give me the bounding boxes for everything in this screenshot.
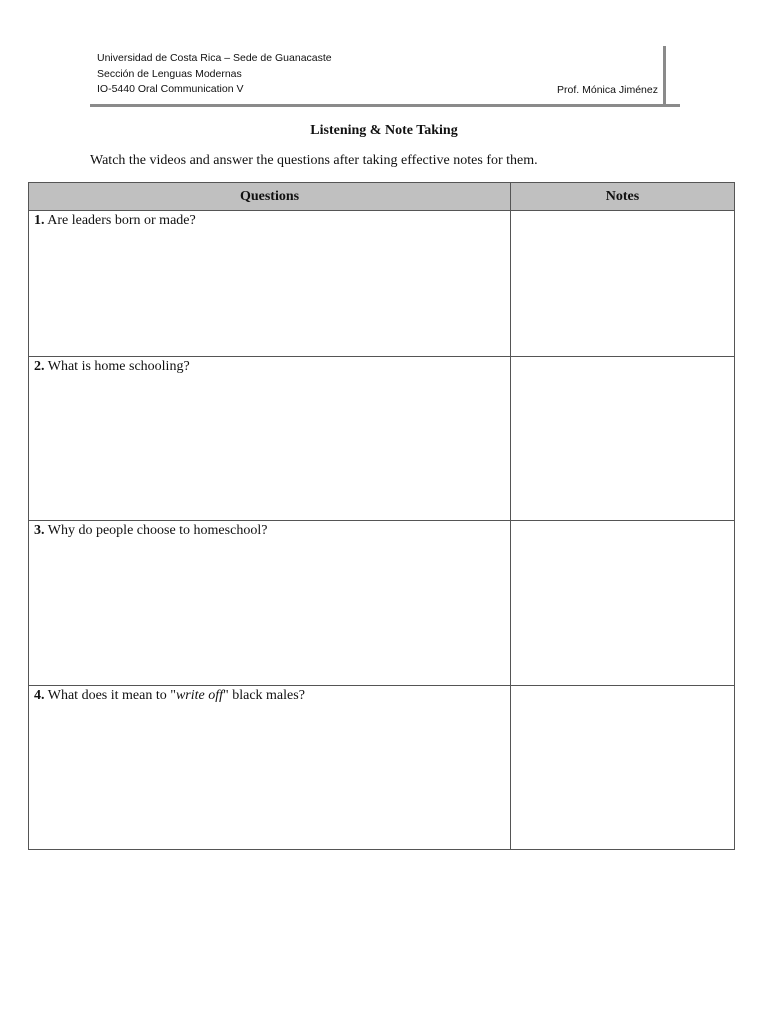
- question-text-start: What does it mean to ": [47, 688, 176, 703]
- question-number: 2.: [34, 359, 45, 374]
- header-divider: [663, 46, 666, 104]
- university-line: Universidad de Costa Rica – Sede de Guanacaste: [97, 52, 332, 64]
- table-row: [29, 211, 735, 357]
- table-header-row: [29, 183, 735, 211]
- notes-cell[interactable]: [511, 521, 735, 686]
- notes-cell[interactable]: [511, 357, 735, 521]
- document-header: [90, 46, 680, 107]
- question-text: What is home schooling?: [47, 359, 190, 374]
- questions-table: [28, 182, 735, 850]
- instructions: Watch the videos and answer the questions after taking effective notes for them.: [90, 153, 538, 168]
- question-text: [48, 688, 305, 703]
- question-cell: [29, 521, 511, 686]
- question-number: 1.: [34, 213, 45, 228]
- question-text: Are leaders born or made?: [47, 213, 196, 228]
- notes-cell[interactable]: [511, 686, 735, 850]
- table-row: [29, 521, 735, 686]
- department-line: Sección de Lenguas Modernas: [97, 68, 242, 80]
- question-text: Why do people choose to homeschool?: [47, 523, 268, 538]
- course-line: IO-5440 Oral Communication V: [97, 83, 244, 95]
- questions-column-header: Questions: [29, 183, 511, 211]
- question-number: 3.: [34, 523, 45, 538]
- question-cell: [29, 357, 511, 521]
- notes-column-header: Notes: [511, 183, 735, 211]
- worksheet-title: Listening & Note Taking: [310, 123, 458, 138]
- question-cell: [29, 211, 511, 357]
- professor-name: Prof. Mónica Jiménez: [557, 84, 658, 96]
- question-number: 4.: [34, 688, 45, 703]
- notes-cell[interactable]: [511, 211, 735, 357]
- table-row: [29, 357, 735, 521]
- table-row: [29, 686, 735, 850]
- question-text-italic: write off: [175, 688, 223, 703]
- question-text-end: " black males?: [223, 688, 305, 703]
- question-cell: [29, 686, 511, 850]
